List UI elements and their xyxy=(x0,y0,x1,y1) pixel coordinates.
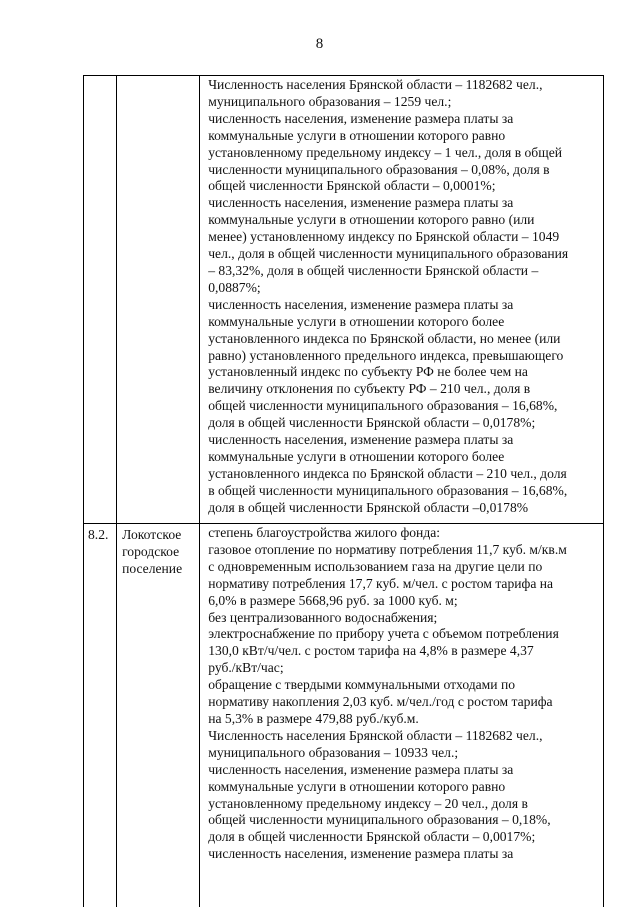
description-line: доля в общей численности Брянской области –0,0178% xyxy=(208,500,599,517)
description-line: в общей численности муниципального образования – 16,68%, xyxy=(208,483,599,500)
row-number-cell xyxy=(84,76,117,524)
description-line: без централизованного водоснабжения; xyxy=(208,610,599,627)
description-line: численность населения, изменение размера платы за xyxy=(208,432,599,449)
description-line: общей численности муниципального образования – 0,18%, xyxy=(208,812,599,829)
description-line: численность населения, изменение размера платы за xyxy=(208,297,599,314)
description-line: нормативу потребления 17,7 куб. м/чел. с ростом тарифа на xyxy=(208,576,599,593)
description-line: обращение с твердыми коммунальными отходами по xyxy=(208,677,599,694)
description-line: менее) установленному индексу по Брянской области – 1049 xyxy=(208,229,599,246)
description-line: электроснабжение по прибору учета с объемом потребления xyxy=(208,626,599,643)
description-line: на 5,3% в размере 479,88 руб./куб.м. xyxy=(208,711,599,728)
description-line: коммунальные услуги в отношении которого более xyxy=(208,314,599,331)
tariff-table xyxy=(83,75,604,907)
description-line: равно) установленного предельного индекса, превышающего xyxy=(208,348,599,365)
description-line: коммунальные услуги в отношении которого равно xyxy=(208,779,599,796)
description-line: муниципального образования – 1259 чел.; xyxy=(208,94,599,111)
description-line: численность населения, изменение размера платы за xyxy=(208,762,599,779)
description-line: газовое отопление по нормативу потребления 11,7 куб. м/кв.м xyxy=(208,542,599,559)
description-line: нормативу накопления 2,03 куб. м/чел./год с ростом тарифа xyxy=(208,694,599,711)
page-number: 8 xyxy=(0,36,639,53)
description-line: коммунальные услуги в отношении которого равно (или xyxy=(208,212,599,229)
description-line: установленного индекса по Брянской области – 210 чел., доля xyxy=(208,466,599,483)
description-line: установленному предельному индексу – 1 чел., доля в общей xyxy=(208,145,599,162)
description-line: общей численности муниципального образования – 16,68%, xyxy=(208,398,599,415)
description-line: коммунальные услуги в отношении которого равно xyxy=(208,128,599,145)
description-line: 0,0887%; xyxy=(208,280,599,297)
municipality-name-line: городское xyxy=(122,544,199,561)
description-line: Численность населения Брянской области – 1182682 чел., xyxy=(208,728,599,745)
description-line: общей численности Брянской области – 0,0001%; xyxy=(208,178,599,195)
description-line: установленный индекс по субъекту РФ не более чем на xyxy=(208,364,599,381)
description-line: Численность населения Брянской области – 1182682 чел., xyxy=(208,77,599,94)
row-number-cell: 8.2. xyxy=(84,524,117,907)
description-line: величину отклонения по субъекту РФ – 210 чел., доля в xyxy=(208,381,599,398)
description-line: 130,0 кВт/ч/чел. с ростом тарифа на 4,8% в размере 4,37 xyxy=(208,643,599,660)
description-line: доля в общей численности Брянской области – 0,0017%; xyxy=(208,829,599,846)
municipality-name-cell xyxy=(117,524,200,907)
description-line: коммунальные услуги в отношении которого более xyxy=(208,449,599,466)
description-line: численность населения, изменение размера платы за xyxy=(208,195,599,212)
description-line: численность населения, изменение размера платы за xyxy=(208,111,599,128)
description-line: 6,0% в размере 5668,96 руб. за 1000 куб. м; xyxy=(208,593,599,610)
municipality-name-line: поселение xyxy=(122,561,199,578)
description-line: численность населения, изменение размера платы за xyxy=(208,846,599,863)
table-row xyxy=(84,524,604,907)
description-line: численности муниципального образования – 0,08%, доля в xyxy=(208,162,599,179)
municipality-name-line: Локотское xyxy=(122,527,199,544)
description-line: чел., доля в общей численности муниципального образования xyxy=(208,246,599,263)
description-line: степень благоустройства жилого фонда: xyxy=(208,525,599,542)
description-line: установленному предельному индексу – 20 чел., доля в xyxy=(208,796,599,813)
description-line: муниципального образования – 10933 чел.; xyxy=(208,745,599,762)
description-line: доля в общей численности Брянской области – 0,0178%; xyxy=(208,415,599,432)
description-line: руб./кВт/час; xyxy=(208,660,599,677)
description-line: установленного индекса по Брянской области, но менее (или xyxy=(208,331,599,348)
table-row xyxy=(84,76,604,524)
description-line: – 83,32%, доля в общей численности Брянской области – xyxy=(208,263,599,280)
description-cell xyxy=(200,76,604,524)
municipality-name-cell xyxy=(117,76,200,524)
description-line: с одновременным использованием газа на другие цели по xyxy=(208,559,599,576)
description-cell xyxy=(200,524,604,907)
